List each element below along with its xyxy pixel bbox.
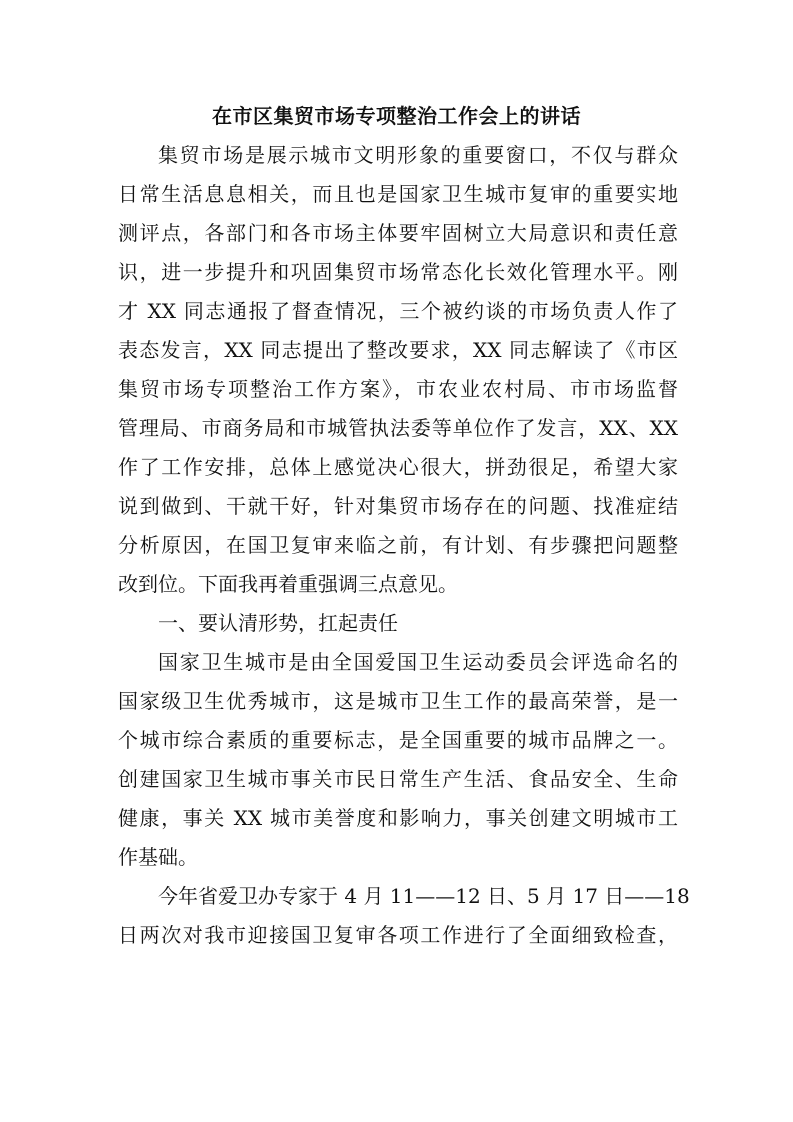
paragraph-line: 分析原因，在国卫复审来临之前，有计划、有步骤把问题整 [118, 533, 678, 557]
paragraph-line: 测评点，各部门和各市场主体要牢固树立大局意识和责任意 [118, 221, 678, 245]
paragraph-line: 说到做到、干就干好，针对集贸市场存在的问题、找准症结 [118, 494, 678, 518]
paragraph-line: 管理局、市商务局和市城管执法委等单位作了发言，XX、XX [118, 416, 678, 440]
paragraph-line: 改到位。下面我再着重强调三点意见。 [118, 572, 458, 596]
paragraph-line: 日两次对我市迎接国卫复审各项工作进行了全面细致检查， [118, 923, 678, 947]
paragraph-line: 健康，事关 XX 城市美誉度和影响力，事关创建文明城市工 [118, 806, 678, 830]
paragraph-line: 个城市综合素质的重要标志，是全国重要的城市品牌之一。 [118, 728, 678, 752]
paragraph-line: 作基础。 [118, 845, 198, 869]
document-title: 在市区集贸市场专项整治工作会上的讲话 [212, 104, 581, 128]
paragraph-line: 才 XX 同志通报了督查情况，三个被约谈的市场负责人作了 [118, 299, 678, 323]
document-body [118, 136, 690, 955]
paragraph-line: 日常生活息息相关，而且也是国家卫生城市复审的重要实地 [118, 182, 678, 206]
paragraph-line: 国家级卫生优秀城市，这是城市卫生工作的最高荣誉，是一 [118, 689, 678, 713]
paragraph-line: 国家卫生城市是由全国爱国卫生运动委员会评选命名的 [158, 650, 678, 674]
paragraph-line: 集贸市场是展示城市文明形象的重要窗口，不仅与群众 [158, 143, 678, 167]
paragraph-line: 今年省爱卫办专家于 4 月 11——12 日、5 月 17 日——18 [158, 884, 690, 908]
section-heading: 一、要认清形势，扛起责任 [158, 611, 398, 635]
paragraph-line: 创建国家卫生城市事关市民日常生产生活、食品安全、生命 [118, 767, 678, 791]
paragraph-line: 作了工作安排，总体上感觉决心很大，拼劲很足，希望大家 [118, 455, 678, 479]
paragraph-line: 集贸市场专项整治工作方案》，市农业农村局、市市场监督 [118, 377, 678, 401]
paragraph-line: 识，进一步提升和巩固集贸市场常态化长效化管理水平。刚 [118, 260, 678, 284]
paragraph-line: 表态发言，XX 同志提出了整改要求，XX 同志解读了《市区 [118, 338, 678, 362]
